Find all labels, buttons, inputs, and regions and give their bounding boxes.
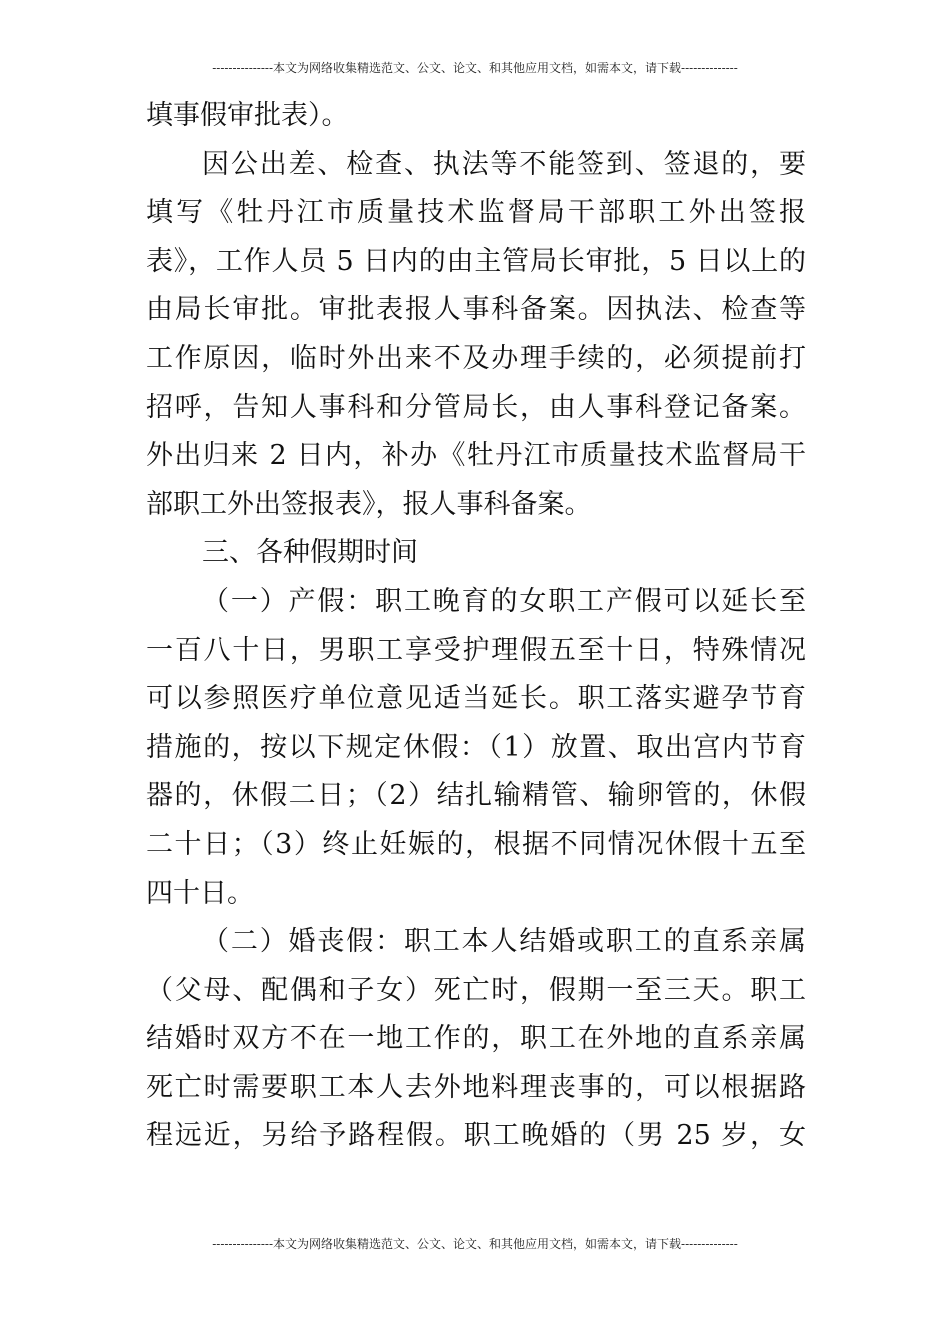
- paragraph-line: 结婚时双方不在一地工作的，职工在外地的直系亲属: [146, 1023, 806, 1055]
- paragraph-line: 器的，休假二日；（2）结扎输精管、输卵管的，休假: [146, 780, 806, 812]
- paragraph-line: 招呼，告知人事科和分管局长，由人事科登记备案。: [146, 391, 806, 423]
- paragraph-line: 死亡时需要职工本人去外地料理丧事的，可以根据路: [146, 1071, 806, 1103]
- paragraph-line: （一）产假：职工晚育的女职工产假可以延长至: [202, 585, 806, 617]
- paragraph-line: 因公出差、检查、执法等不能签到、签退的，要: [202, 148, 806, 180]
- paragraph-line: 由局长审批。审批表报人事科备案。因执法、检查等: [146, 294, 806, 326]
- section-heading: 三、各种假期时间: [202, 537, 418, 569]
- body-text: [146, 92, 806, 1161]
- paragraph-line: 外出归来 2 日内，补办《牡丹江市质量技术监督局干: [146, 440, 806, 472]
- paragraph-line: 措施的，按以下规定休假：（1）放置、取出宫内节育: [146, 731, 806, 763]
- footer-note: ---------------本文为网络收集精选范文、公文、论文、和其他应用文档，如需本文，请下载--------------: [212, 1237, 738, 1251]
- paragraph-line: 一百八十日，男职工享受护理假五至十日，特殊情况: [146, 634, 806, 666]
- paragraph-line: 可以参照医疗单位意见适当延长。职工落实避孕节育: [146, 683, 806, 715]
- paragraph-line: 表》，工作人员 5 日内的由主管局长审批，5 日以上的: [146, 245, 806, 277]
- paragraph-line: （二）婚丧假：职工本人结婚或职工的直系亲属: [202, 926, 806, 958]
- paragraph-line: 二十日；（3）终止妊娠的，根据不同情况休假十五至: [146, 828, 806, 860]
- paragraph-line: 部职工外出签报表》，报人事科备案。: [146, 488, 592, 520]
- paragraph-line: 工作原因，临时外出来不及办理手续的，必须提前打: [146, 342, 806, 374]
- paragraph-line: 填写《牡丹江市质量技术监督局干部职工外出签报: [146, 197, 806, 229]
- paragraph-line: 填事假审批表）。: [146, 100, 349, 131]
- paragraph-line: 四十日。: [146, 877, 254, 909]
- paragraph-line: 程远近，另给予路程假。职工晚婚的（男 25 岁，女: [146, 1120, 806, 1152]
- header-note: ---------------本文为网络收集精选范文、公文、论文、和其他应用文档，如需本文，请下载--------------: [212, 61, 738, 75]
- paragraph-line: （父母、配偶和子女）死亡时，假期一至三天。职工: [146, 974, 806, 1006]
